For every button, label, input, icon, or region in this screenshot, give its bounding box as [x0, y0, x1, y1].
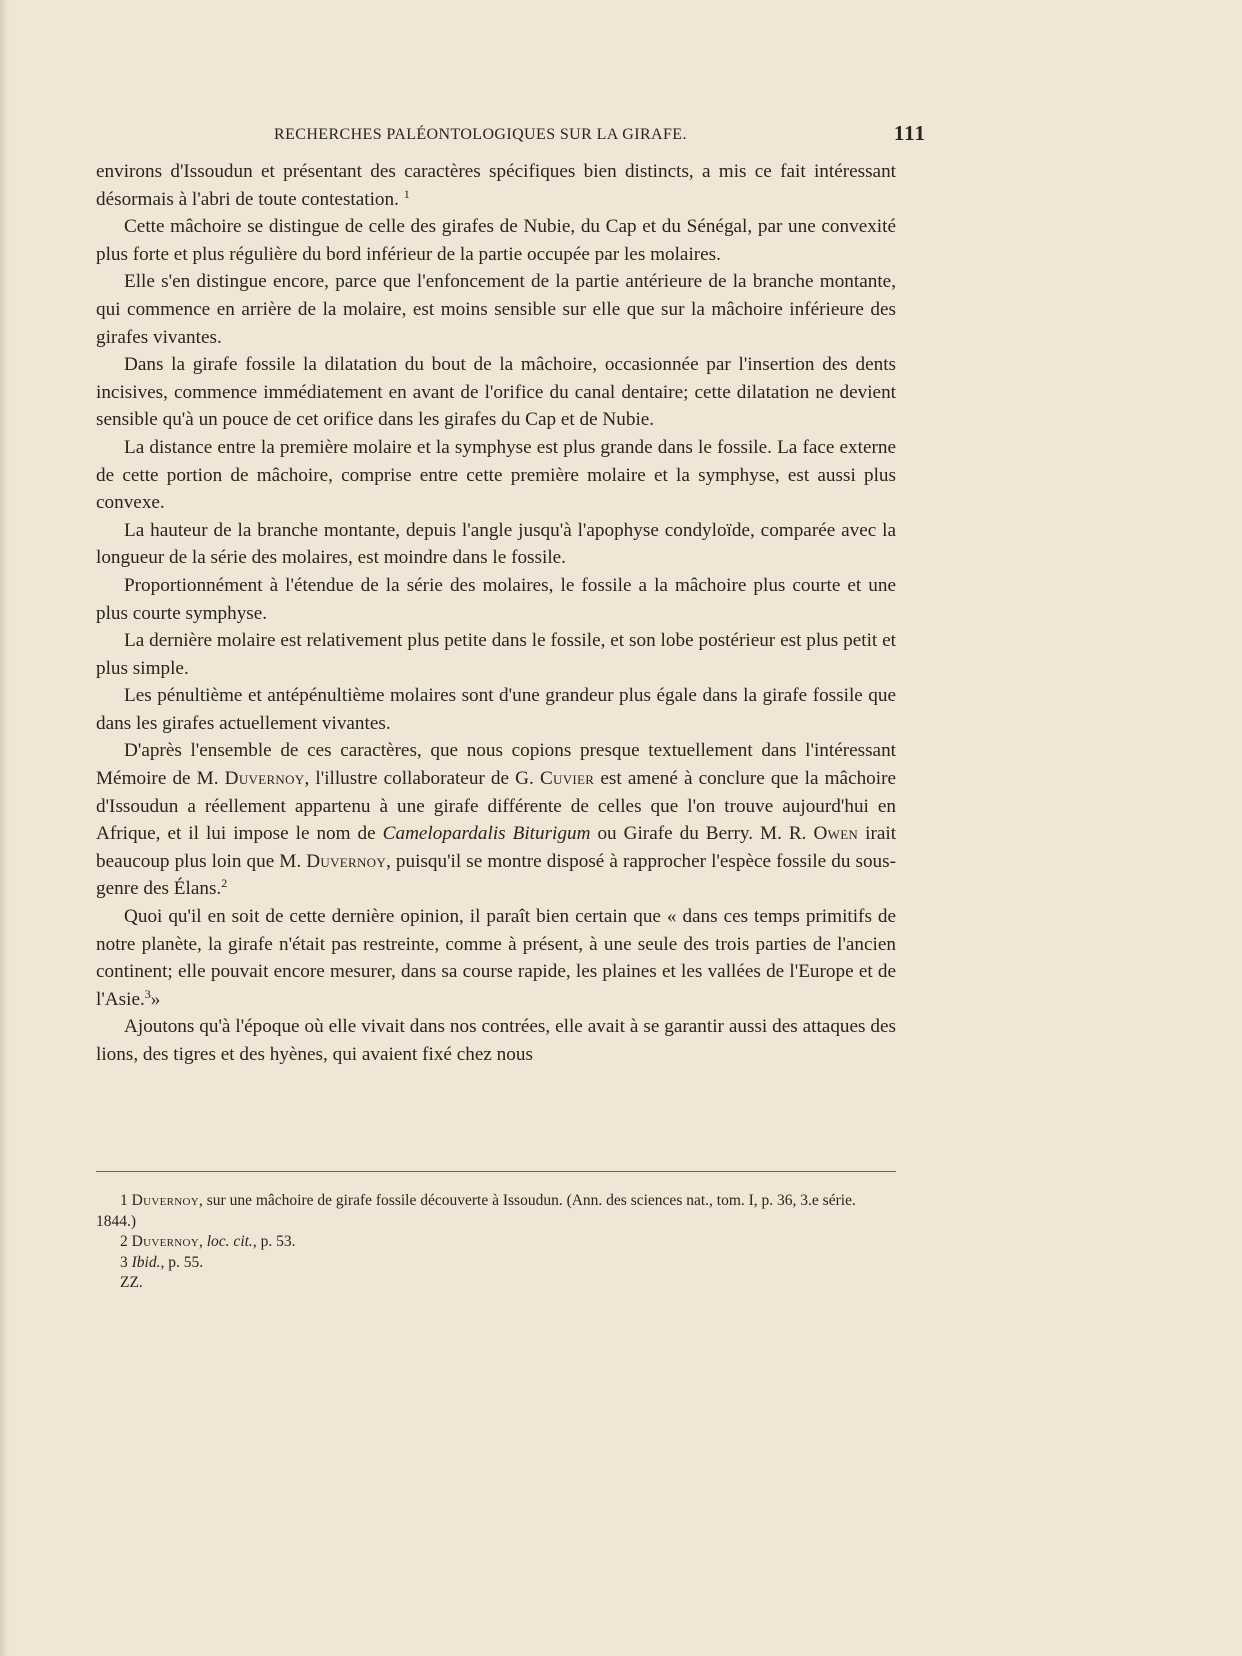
paragraph-12: Ajoutons qu'à l'époque où elle vivait dans nos contrées, elle avait à se garantir aussi des attaques des lions, des tigres et des hyènes, qui avaient fixé chez nous — [96, 1016, 896, 1065]
paragraph-3: Elle s'en distingue encore, parce que l'enfoncement de la partie antérieure de la branche montante, qui commence en arrière de la molaire, est moins sensible sur elle que sur la mâchoire inférieure des girafes vivantes. — [96, 271, 896, 348]
paragraph-5: La distance entre la première molaire et la symphyse est plus grande dans le fossile. La face externe de cette portion de mâchoire, comprise entre cette première molaire et la symphyse, est aussi plus convexe. — [96, 436, 896, 514]
footnote-1 — [96, 1191, 896, 1232]
footnote-text: , p. 53. — [252, 1233, 296, 1251]
footnote-ref-1: 1 — [403, 186, 410, 201]
footnote-separator: , — [199, 1233, 203, 1251]
footnote-3 — [96, 1253, 896, 1274]
footnote-reference: loc. cit. — [206, 1233, 253, 1251]
footnote-text: , p. 55. — [160, 1253, 204, 1271]
closing-quote: » — [150, 988, 161, 1010]
paragraph-10 — [96, 737, 896, 903]
footnotes — [96, 1191, 896, 1294]
paragraph-9: Les pénultième et antépénultième molaires sont d'une grandeur plus égale dans la girafe fossile que dans les girafes actuellement vivantes. — [96, 685, 896, 734]
running-title: RECHERCHES PALÉONTOLOGIQUES SUR LA GIRAFE. — [274, 126, 687, 143]
paragraph-1-text: environs d'Issoudun et présentant des caractères spécifiques bien distincts, a mis ce fait intéressant désormais à l'abri de toute contestation. — [96, 161, 896, 210]
author-name: Owen — [813, 823, 859, 845]
footnote-text: , sur une mâchoire de girafe fossile découverte à Issoudun. (Ann. des sciences nat., tom. I, p. 36, 3.e série. 1844.) — [96, 1192, 856, 1230]
paragraph-10-text-a: D'après l'ensemble de ces caractères, que nous copions presque textuellement dans l'intéressant Mémoire de M. — [96, 740, 896, 790]
author-name: Cuvier — [539, 768, 595, 790]
paragraph-10-text-c: est amené à conclure que la mâchoire d'Issoudun a réellement appartenu à une girafe différente de celles que l'on trouve aujourd'hui en Afrique, et il lui impose le nom de — [96, 768, 897, 845]
paragraph-10-text-b: , l'illustre collaborateur de G. — [304, 768, 534, 790]
footnote-ref-2: 2 — [221, 876, 228, 891]
paragraph-6: La hauteur de la branche montante, depuis l'angle jusqu'à l'apophyse condyloïde, comparée avec la longueur de la série des molaires, est moindre dans le fossile. — [96, 519, 896, 569]
footnote-number: 1 — [120, 1192, 128, 1209]
page-edge-shadow — [0, 0, 10, 1656]
paragraph-10-text-e: irait beaucoup plus loin que M. — [96, 823, 897, 872]
paragraph-7: Proportionnément à l'étendue de la série des molaires, le fossile a la mâchoire plus courte et une plus courte symphyse. — [96, 574, 896, 624]
footnote-2 — [96, 1232, 896, 1253]
body-text — [96, 158, 896, 1069]
footnote-author: Duvernoy — [131, 1233, 199, 1251]
paragraph-8: La dernière molaire est relativement plus petite dans le fossile, et son lobe postérieur est plus petit et plus simple. — [96, 630, 896, 679]
paragraph-2: Cette mâchoire se distingue de celle des girafes de Nubie, du Cap et du Sénégal, par une convexité plus forte et plus régulière du bord inférieur de la partie occupée par les molaires. — [96, 216, 896, 265]
footnote-rule — [96, 1171, 896, 1172]
paragraph-10-text-d: ou Girafe du Berry. M. R. — [597, 823, 807, 845]
author-name: Duvernoy — [224, 768, 305, 790]
paragraph-1 — [96, 158, 896, 213]
page-number: 111 — [893, 121, 926, 145]
paragraph-10-text-f: , puisqu'il se montre disposé à rapprocher l'espèce fossile du sous-genre des Élans. — [96, 850, 896, 900]
species-name: Camelopardalis Biturigum — [382, 823, 591, 845]
paragraph-4: Dans la girafe fossile la dilatation du bout de la mâchoire, occasionnée par l'insertion des dents incisives, commence immédiatement en avant de l'orifice du canal dentaire; cette dilatation ne devient sensible qu'à un pouce de cet orifice dans les girafes du Cap et de Nubie. — [96, 354, 896, 431]
page-header — [96, 122, 926, 152]
paragraph-11 — [96, 903, 896, 1013]
footnote-number: 2 — [120, 1233, 128, 1251]
paragraph-11-text: Quoi qu'il en soit de cette dernière opinion, il paraît bien certain que « dans ces temps primitifs de notre planète, la girafe n'était pas restreinte, comme à présent, à une seule des trois parties de l'ancien continent; elle pouvait encore mesurer, dans sa course rapide, les plaines et les vallées de l'Europe et de l'Asie. — [96, 906, 896, 1010]
footnote-author: Duvernoy — [131, 1192, 199, 1209]
author-name: Duvernoy — [306, 850, 387, 872]
footnote-ref-3: 3 — [144, 986, 151, 1001]
signature-mark: ZZ. — [120, 1274, 143, 1292]
footnote-number: 3 — [120, 1253, 128, 1271]
footnote-reference: Ibid. — [131, 1253, 161, 1271]
